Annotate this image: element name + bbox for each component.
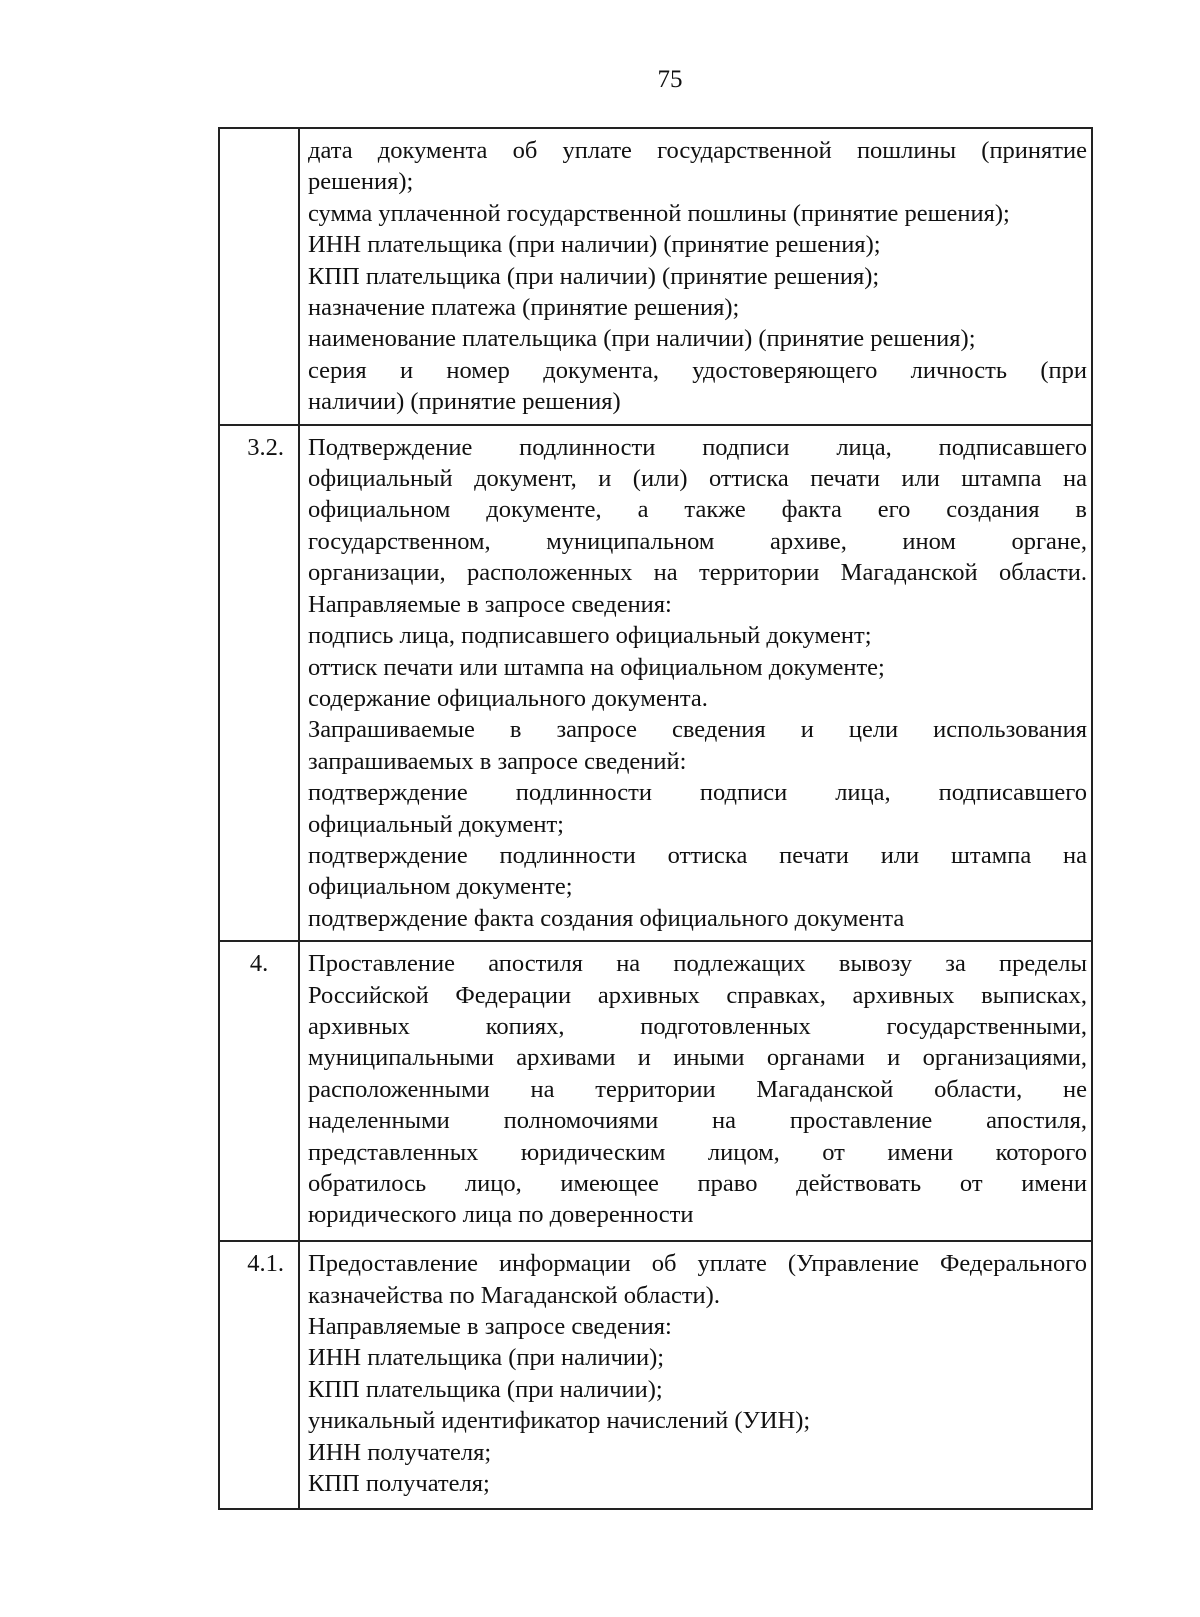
text-line: представленных юридическим лицом, от имени которого xyxy=(308,1138,1087,1166)
row-description-cell xyxy=(299,941,1092,1241)
row-number-cell xyxy=(219,128,299,425)
text-line: подтверждение подлинности оттиска печати или штампа на xyxy=(308,841,1087,869)
services-table xyxy=(218,127,1093,1510)
row-description-cell xyxy=(299,128,1092,425)
text-line: подтверждение подлинности подписи лица, подписавшего xyxy=(308,779,1087,807)
text-line: назначение платежа (принятие решения); xyxy=(308,294,740,322)
row-number-cell: 4. xyxy=(219,941,299,1241)
text-line: ИНН плательщика (при наличии) (принятие решения); xyxy=(308,231,881,259)
text-line: КПП получателя; xyxy=(308,1470,490,1497)
text-line: организации, расположенных на территории Магаданской области. xyxy=(308,559,1087,587)
row-number-cell: 3.2. xyxy=(219,425,299,942)
text-line: Запрашиваемые в запросе сведения и цели использования xyxy=(308,716,1087,744)
text-line: официальном документе; xyxy=(308,873,573,901)
text-line: содержание официального документа. xyxy=(308,684,708,712)
text-line: государственном, муниципальном архиве, ином органе, xyxy=(308,527,1087,555)
text-line: ИНН получателя; xyxy=(308,1438,492,1466)
text-line: наделенными полномочиями на проставление апостиля, xyxy=(308,1107,1087,1135)
text-line: Подтверждение подлинности подписи лица, подписавшего xyxy=(308,433,1087,461)
text-line: ИНН плательщика (при наличии); xyxy=(308,1344,665,1372)
text-line: подпись лица, подписавшего официальный документ; xyxy=(308,622,872,650)
row-description-cell xyxy=(299,425,1092,942)
text-line: юридического лица по доверенности xyxy=(308,1201,694,1229)
text-line: Российской Федерации архивных справках, архивных выписках, xyxy=(308,981,1087,1009)
text-line: архивных копиях, подготовленных государственными, xyxy=(308,1012,1087,1040)
text-line: Проставление апостиля на подлежащих вывозу за пределы xyxy=(308,950,1087,978)
text-line: КПП плательщика (при наличии) (принятие решения); xyxy=(308,262,880,290)
text-line: Предоставление информации об уплате (Управление Федерального xyxy=(308,1250,1087,1278)
text-line: обратилось лицо, имеющее право действовать от имени xyxy=(308,1170,1087,1197)
table-row xyxy=(219,1241,1092,1509)
text-line: дата документа об уплате государственной пошлины (принятие xyxy=(308,137,1087,164)
text-line: уникальный идентификатор начислений (УИН); xyxy=(308,1407,811,1435)
text-line: Направляемые в запросе сведения: xyxy=(308,590,672,618)
text-line: подтверждение факта создания официального документа xyxy=(308,904,905,932)
text-line: Направляемые в запросе сведения: xyxy=(308,1312,672,1340)
text-line: официальном документе, а также факта его создания в xyxy=(308,496,1087,524)
row-number-cell: 4.1. xyxy=(219,1241,299,1509)
text-line: наименование плательщика (при наличии) (принятие решения); xyxy=(308,325,976,353)
text-line: расположенными на территории Магаданской области, не xyxy=(308,1075,1087,1103)
services-table-body xyxy=(219,128,1092,1509)
text-line: казначейства по Магаданской области). xyxy=(308,1281,720,1309)
text-line: решения); xyxy=(308,168,414,196)
table-row xyxy=(219,425,1092,942)
text-line: муниципальными архивами и иными органами и организациями, xyxy=(308,1044,1087,1072)
text-line: наличии) (принятие решения) xyxy=(308,388,621,416)
table-row xyxy=(219,128,1092,425)
row-description-cell xyxy=(299,1241,1092,1509)
text-line: оттиск печати или штампа на официальном документе; xyxy=(308,653,885,681)
text-line: запрашиваемых в запросе сведений: xyxy=(308,747,687,775)
text-line: сумма уплаченной государственной пошлины (принятие решения); xyxy=(308,199,1010,227)
table-row xyxy=(219,941,1092,1241)
text-line: серия и номер документа, удостоверяющего личность (при xyxy=(308,356,1087,384)
text-line: официальный документ, и (или) оттиска печати или штампа на xyxy=(308,465,1087,493)
text-line: официальный документ; xyxy=(308,810,564,838)
text-line: КПП плательщика (при наличии); xyxy=(308,1375,663,1403)
page-number: 75 xyxy=(657,66,683,93)
